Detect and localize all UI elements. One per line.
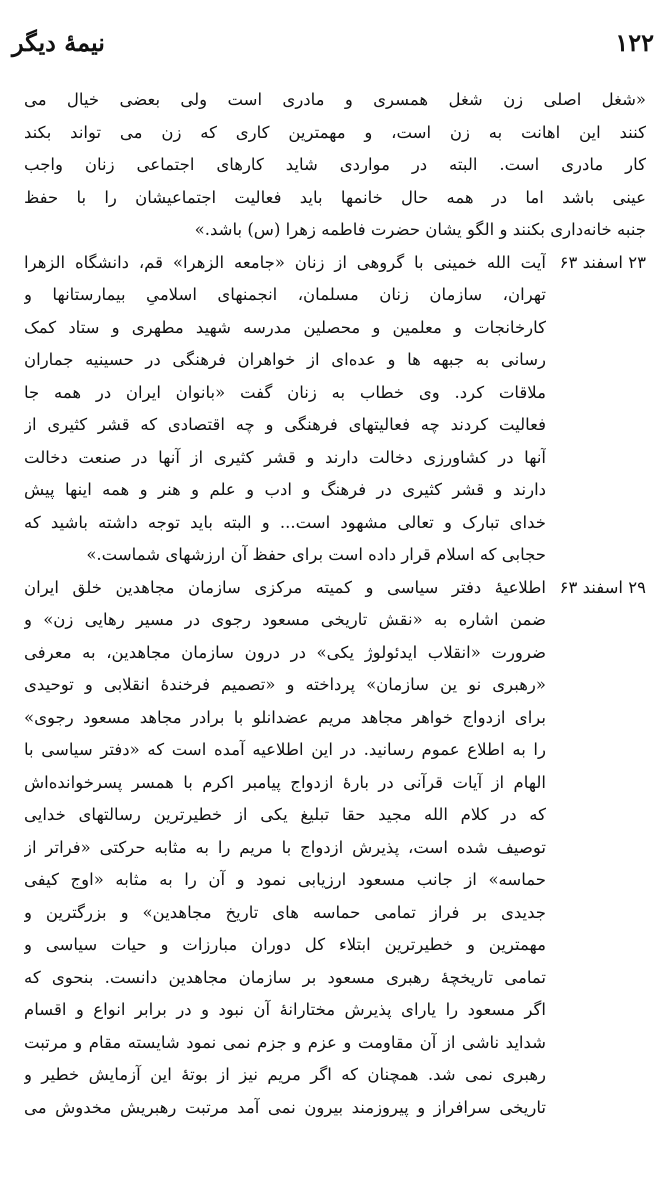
text-line: الهام از آیات قرآنی در بارهٔ ازدواج پیامبر اکرم با همسر پسرخوانده‌اش — [24, 772, 546, 792]
text-line: تمامی تاریخچهٔ رهبری مسعود بر سازمان مجاهدین دانست. بنحوی که — [24, 967, 546, 987]
text-line: عینی باشد اما در همه حال خانمها باید فعالیت اجتماعیشان را با حفظ — [24, 187, 646, 207]
page-header — [12, 26, 654, 66]
text-line: شداید ناشی از آن مقاومت و عزم و جزم نمی نمود شایسته مقام و مرتبت — [24, 1032, 546, 1052]
text-line: مهمترین و خطیرترین ابتلاء کل دوران مبارزات و حیات سیاسی و — [24, 935, 546, 954]
entry-body — [24, 247, 546, 572]
text-line: آنها در کشاورزی دخالت دارند و قشر کثیری از آنها در صنعت دخالت — [24, 447, 546, 467]
text-line: «رهبری نو ین سازمان» پرداخته و «تصمیم فرخندهٔ انقلابی و توحیدی — [24, 675, 546, 694]
text-line: رسانی به جبهه ها و عده‌ای از خواهران فرهنگی در حسینیه جماران — [24, 350, 546, 369]
text-line: ضمن اشاره به «نقش تاریخی مسعود رجوی در مسیر رهایی زن» و — [24, 610, 546, 629]
page-number: ۱۲۲ — [615, 28, 654, 57]
text-line: کارخانجات و معلمین و محصلین مدرسه شهید مطهری و ستاد کمک — [24, 317, 546, 337]
text-line: «شغل اصلی زن شغل همسری و مادری است ولی بعضی خیال می — [24, 90, 646, 109]
chronology-entry — [24, 572, 646, 1125]
text-line: ضرورت «انقلاب ایدئولوژ یکی» در درون سازمان مجاهدین، به معرفی — [24, 642, 546, 662]
text-line: فعالیت کردند چه فعالیتهای فرهنگی و چه اقتصادی که قشر کثیری از — [24, 415, 546, 434]
text-line: برای ازدواج خواهر مجاهد مریم عضدانلو با برادر مجاهد مسعود رجوی» — [24, 707, 546, 727]
page-content — [24, 84, 646, 1124]
entry-body — [24, 572, 546, 1125]
text-line: دارند و قشر کثیری در فرهنگ و ادب و علم و هنر و همه اینها پیش — [24, 480, 546, 499]
text-line: رهبری نمی شد. همچنان که اگر مریم نیز از بوتهٔ این آزمایش خطیر و — [24, 1065, 546, 1084]
entry-date: ۲۹ اسفند ۶۳ — [559, 577, 646, 597]
text-line: جنبه خانه‌داری بکنند و الگو یشان حضرت فاطمه زهرا (س) باشد.» — [194, 220, 646, 239]
text-line: اطلاعیهٔ دفتر سیاسی و کمیته مرکزی سازمان مجاهدین خلق ایران — [24, 577, 546, 597]
text-line: توصیف شده است، پذیرش ازدواج با مریم را به مثابه حرکتی «فراتر از — [24, 837, 546, 857]
text-line: اگر مسعود را یارای پذیرش مختارانهٔ آن نبود و در برابر انواع و اقسام — [24, 1000, 546, 1019]
text-line: آیت الله خمینی با گروهی از زنان «جامعه الزهرا» قم، دانشگاه الزهرا — [24, 252, 546, 272]
text-line: ملاقات کرد. وی خطاب به زنان گفت «بانوان ایران در همه جا — [24, 382, 546, 402]
text-line: تهران، سازمان زنان مسلمان، انجمنهای اسلامیِ بیمارستانها و — [24, 285, 546, 304]
text-line: را به اطلاع عموم رسانید. در این اطلاعیه آمده است که «دفتر سیاسی با — [24, 740, 546, 759]
text-line: کنند این اهانت به زن است، و مهمترین کاری که زن می تواند بکند — [24, 122, 646, 142]
text-line: جدیدی بر فراز تمامی حماسه های تاریخ مجاهدین» و بزرگترین و — [24, 902, 546, 922]
quote-paragraph — [24, 84, 646, 247]
book-title: نیمهٔ دیگر — [12, 28, 105, 57]
text-line: تاریخی سرافراز و پیروزمند بیرون نمی آمد مرتبت رهبریش مخدوش می — [24, 1097, 546, 1117]
text-line: که در کلام الله مجید حقا تبلیغ یکی از خطیرترین رسالتهای خدایی — [24, 805, 546, 824]
text-line: حجابی که اسلام قرار داده است برای حفظ آن ارزشهای شماست.» — [86, 545, 546, 564]
text-line: حماسه» از جانب مسعود ارزیابی نمود و آن را به مثابه «اوج کیفی — [24, 870, 546, 889]
entry-date: ۲۳ اسفند ۶۳ — [559, 252, 646, 272]
text-line: کار مادری است. البته در مواردی شاید کارهای اجتماعی زنان واجب — [24, 155, 646, 174]
text-line: خدای تبارک و تعالی مشهود است... و البته باید توجه داشته باشید که — [24, 512, 546, 532]
chronology-entry — [24, 247, 646, 572]
